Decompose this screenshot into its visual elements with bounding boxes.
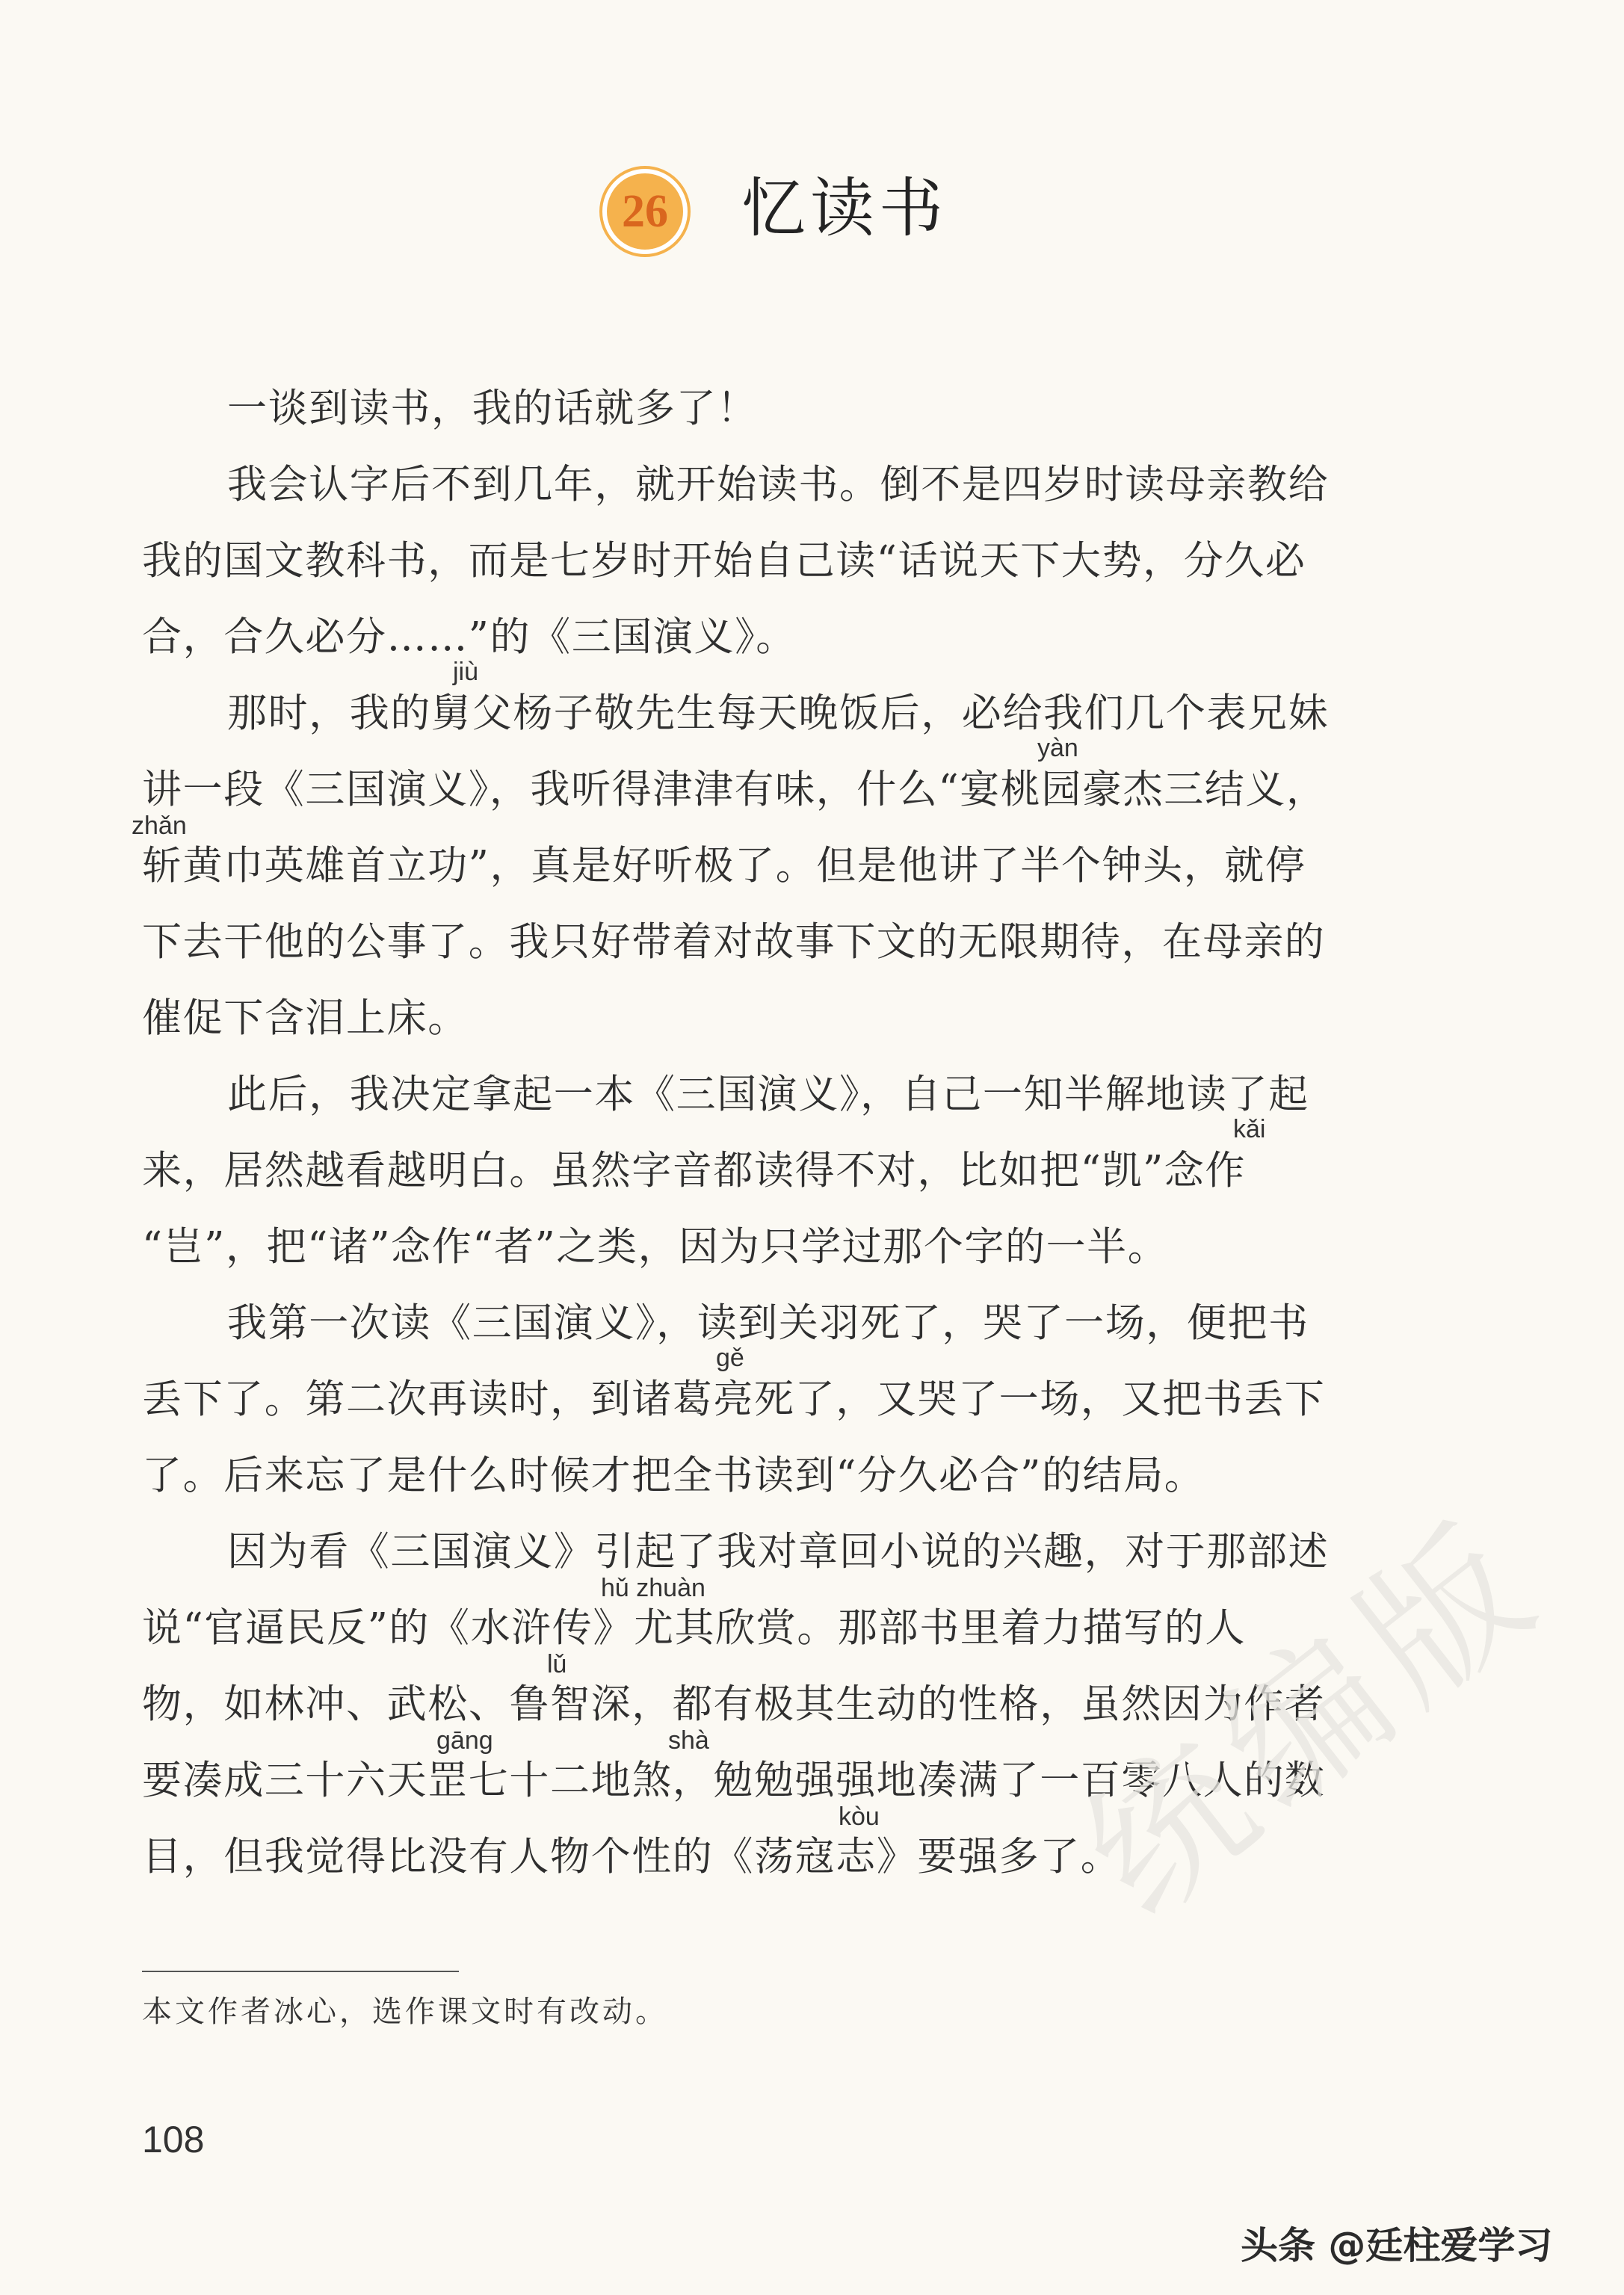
lesson-number-badge <box>602 169 688 254</box>
lesson-number: 26 <box>622 185 668 237</box>
pinyin-annotation: lǔ <box>547 1650 567 1678</box>
pinyin-annotation: yàn <box>1037 734 1078 762</box>
text-line: 了。后来忘了是什么时候才把全书读到“分久必合”的结局。 <box>142 1453 1205 1498</box>
source-watermark: 头条 @廷柱爱学习 <box>1241 2224 1553 2267</box>
pinyin-annotation: shà <box>668 1726 709 1755</box>
text-line: 下去干他的公事了。我只好带着对故事下文的无限期待，在母亲的 <box>142 919 1326 965</box>
text-line: 讲一段《三国演义》，我听得津津有味，什么“宴桃园豪杰三结义， <box>142 767 1327 812</box>
lesson-title: 忆读书 <box>741 171 948 246</box>
text-line: 一谈到读书，我的话就多了！ <box>227 386 758 431</box>
text-line: 那时，我的舅父杨子敬先生每天晚饭后，必给我们几个表兄妹 <box>227 691 1330 736</box>
text-line: 说“官逼民反”的《水浒传》尤其欣赏。那部书里着力描写的人 <box>142 1605 1246 1651</box>
text-line: 合，合久必分……”的《三国演义》。 <box>142 614 797 660</box>
lesson-header <box>0 163 1624 260</box>
pinyin-annotation: jiù <box>453 658 479 686</box>
footnote: 本文作者冰心，选作课文时有改动。 <box>142 1995 668 2029</box>
text-line: “岂”，把“诸”念作“者”之类，因为只学过那个字的一半。 <box>142 1224 1169 1270</box>
text-line: 我的国文教科书，而是七岁时开始自己读“话说天下大势，分久必 <box>142 538 1306 584</box>
pinyin-annotation: gāng <box>436 1726 493 1755</box>
text-line: 物，如林冲、武松、鲁智深，都有极其生动的性格，虽然因为作者 <box>142 1681 1326 1727</box>
text-line: 斩黄巾英雄首立功”，真是好听极了。但是他讲了半个钟头，就停 <box>142 843 1306 889</box>
pinyin-annotation: hǔ zhuàn <box>601 1574 706 1602</box>
pinyin-annotation: kòu <box>839 1803 880 1831</box>
footnote-divider <box>142 1971 459 1972</box>
text-line: 要凑成三十六天罡七十二地煞，勉勉强强地凑满了一百零八人的数 <box>142 1758 1326 1803</box>
text-line: 我第一次读《三国演义》，读到关羽死了，哭了一场，便把书 <box>227 1300 1309 1346</box>
text-line: 此后，我决定拿起一本《三国演义》，自己一知半解地读了起 <box>227 1072 1309 1117</box>
text-line: 因为看《三国演义》引起了我对章回小说的兴趣，对于那部述 <box>227 1529 1330 1575</box>
text-line: 丢下了。第二次再读时，到诸葛亮死了，又哭了一场，又把书丢下 <box>142 1377 1326 1422</box>
text-line: 催促下含泪上床。 <box>142 995 469 1041</box>
pinyin-annotation: kǎi <box>1233 1115 1266 1143</box>
pinyin-annotation: zhǎn <box>132 812 187 840</box>
text-line: 来，居然越看越明白。虽然字音都读得不对，比如把“凯”念作 <box>142 1148 1246 1193</box>
text-line: 我会认字后不到几年，就开始读书。倒不是四岁时读母亲教给 <box>227 462 1330 507</box>
pinyin-annotation: gě <box>716 1344 744 1372</box>
text-line: 目，但我觉得比没有人物个性的《荡寇志》要强多了。 <box>142 1834 1122 1879</box>
page-number: 108 <box>142 2119 205 2160</box>
edition-watermark: 统编版 <box>1052 1485 1575 1950</box>
